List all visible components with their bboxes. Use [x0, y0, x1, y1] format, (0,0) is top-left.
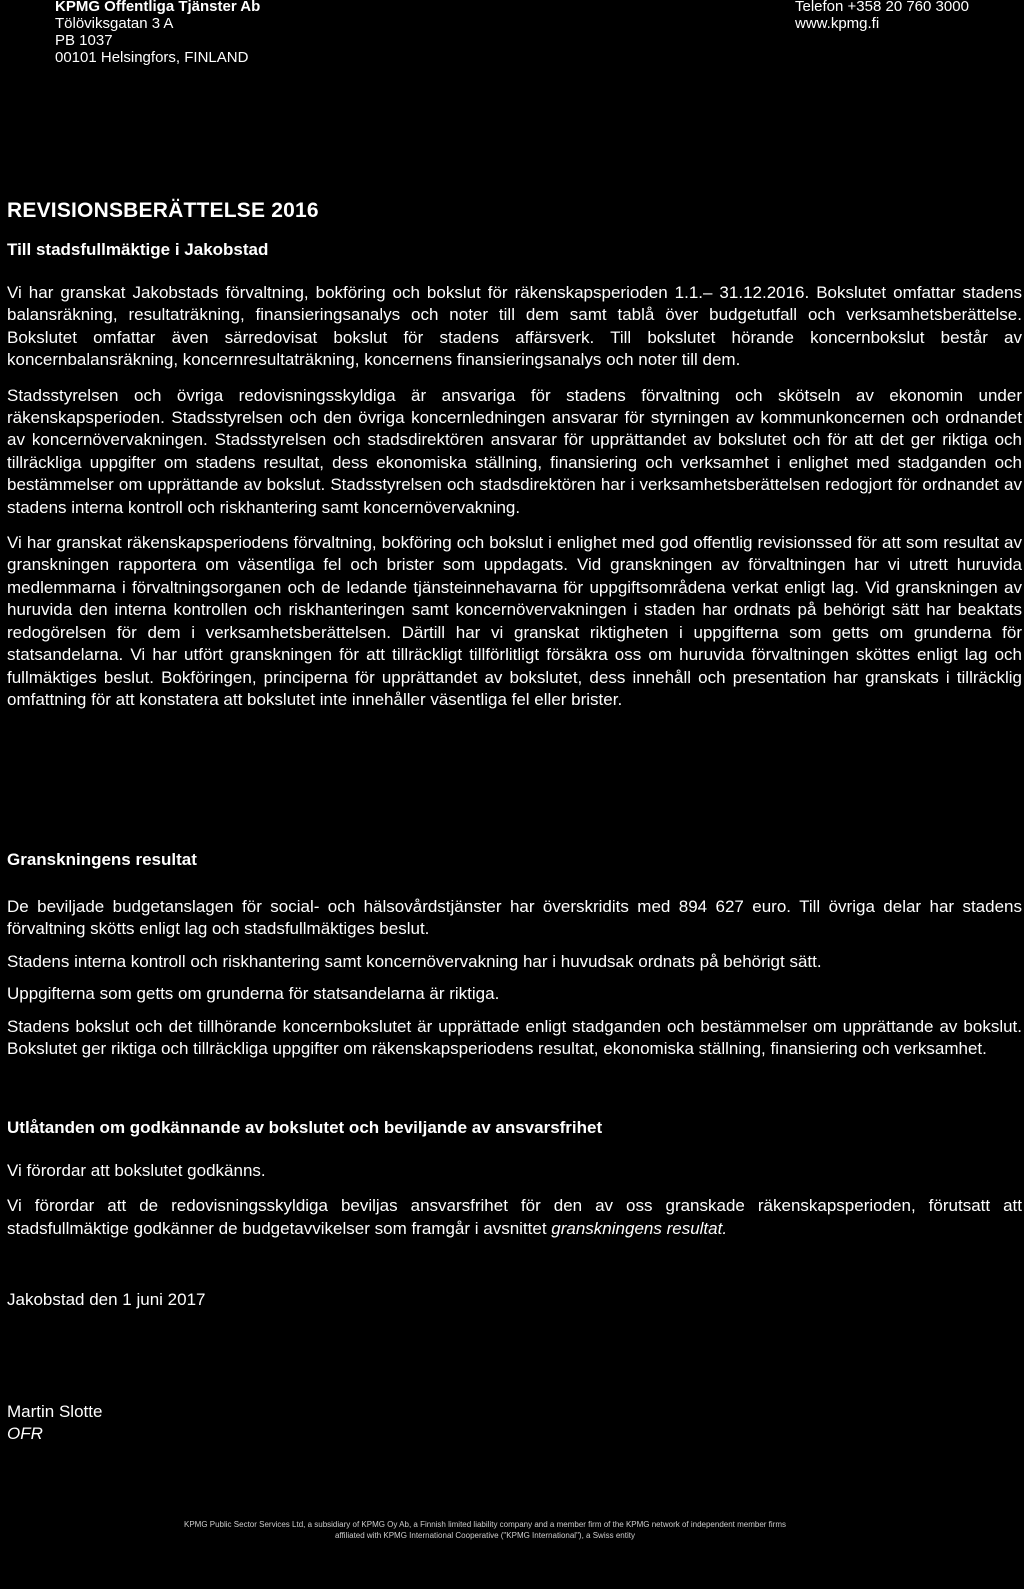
- place-date: Jakobstad den 1 juni 2017: [7, 1290, 206, 1309]
- po-box: PB 1037: [55, 32, 113, 49]
- emphasis-results: granskningens resultat.: [551, 1218, 728, 1238]
- results-section: [7, 896, 1022, 1070]
- results-heading: Granskningens resultat: [7, 850, 197, 869]
- contact-info: [795, 0, 969, 32]
- result-budget: De beviljade budgetanslagen för social- och hälsovårdstjänster har överskridits med 894 627 euro. Till övriga delar har stadens förvaltning skötts enligt lag och stadsfullmäktiges beslut.: [7, 897, 1022, 939]
- street-address: Tölöviksgatan 3 A: [55, 15, 174, 32]
- result-internal-control: Stadens interna kontroll och riskhantering samt koncernövervakning har i huvudsak ordnats på behörigt sätt.: [7, 951, 822, 971]
- signer-name: Martin Slotte: [7, 1402, 103, 1421]
- result-financial-statements: Stadens bokslut och det tillhörande koncernbokslutet är upprättade enligt stadganden och bestämmelser om upprättande av bokslut. Bokslutet ger riktiga och tillräckliga uppgifter om räkenskapsperiodens resultat, ekonomiska ställning, finansiering och verksamhet.: [7, 1016, 1022, 1059]
- statements-heading: Utlåtanden om godkännande av bokslutet och beviljande av ansvarsfrihet: [7, 1118, 603, 1137]
- intro-section: [7, 282, 1022, 724]
- addressee: Till stadsfullmäktige i Jakobstad: [7, 240, 269, 259]
- footer-legal: KPMG Public Sector Services Ltd, a subsidiary of KPMG Oy Ab, a Finnish limited liability company and a member firm of the KPMG network of independent member firms affiliated with KPMG International Cooperative ("KPMG International"), a Swiss entity: [183, 1520, 787, 1540]
- signer-title: OFR: [7, 1424, 43, 1443]
- statement-discharge: Vi förordar att de redovisningsskyldiga beviljas ansvarsfrihet för den av oss granskade räkenskapsperioden, förutsatt att stadsfullmäktige godkänner de budgetavvikelser som framgår i avsnittet granskningens resultat.: [7, 1196, 1022, 1238]
- paragraph-scope: Vi har granskat Jakobstads förvaltning, bokföring och bokslut för räkenskapsperioden 1.1.– 31.12.2016. Bokslutet omfattar stadens balansräkning, resultaträkning, finansieringsanalys och noter till dem samt tablå över budgetutfall och verksamhetsberättelse. Bokslutet omfattar även särredovisat bokslut för stadens affärsverk. Till bokslutet hörande koncernbokslut består av koncernbalansräkning, koncernresultaträkning, koncernens finansieringsanalys och noter till dem.: [7, 283, 1022, 370]
- document-title: REVISIONSBERÄTTELSE 2016: [7, 199, 319, 222]
- sender-address: [55, 0, 260, 66]
- website: www.kpmg.fi: [795, 15, 880, 32]
- paragraph-responsibility: Stadsstyrelsen och övriga redovisningsskyldiga är ansvariga för stadens förvaltning och skötseln av ekonomin under räkenskapsperioden. Stadsstyrelsen och den övriga koncernledningen ansvarar för styrningen av kommunkoncernen och ordnandet av koncernövervakningen. Stadsstyrelsen och stadsdirektören ansvarar för upprättandet av bokslutet och för att det ger riktiga och tillräckliga uppgifter om stadens resultat, dess ekonomiska ställning, finansiering och verksamhet i enlighet med stadganden och bestämmelser om upprättande av bokslut. Stadsstyrelsen och stadsdirektören har i verksamhetsberättelsen redogjort för ordnandet av stadens interna kontroll och riskhantering samt koncernövervakning.: [7, 385, 1022, 517]
- statement-approval: Vi förordar att bokslutet godkänns.: [7, 1161, 266, 1180]
- statements-section: [7, 1160, 1022, 1253]
- paragraph-audit-method: Vi har granskat räkenskapsperiodens förvaltning, bokföring och bokslut i enlighet med god offentlig revisionssed för att som resultat av granskningen rapportera om väsentliga fel och brister som uppdagats. Vid granskningen av förvaltningen har vi utrett huruvida medlemmarna i förvaltningsorganen och de ledande tjänsteinnehavarna för uppgiftsområdena verkat enligt lag. Vid granskningen av huruvida den interna kontrollen och riskhanteringen samt koncernövervakningen i staden har ordnats på behörigt sätt har beaktats redogörelsen för dem i verksamhetsberättelsen. Därtill har vi granskat riktigheten i uppgifterna som getts om grunderna för statsandelarna. Vi har utfört granskningen för att tillräckligt tillförlitligt försäkra oss om huruvida förvaltningen sköttes enligt lag och fullmäktiges beslut. Bokföringen, principerna för upprättandet av bokslutet, dess innehåll och presentation har granskats i tillräcklig omfattning för att konstatera att bokslutet inte innehåller väsentliga fel eller brister.: [7, 533, 1022, 709]
- result-state-subsidies: Uppgifterna som getts om grunderna för statsandelarna är riktiga.: [7, 984, 500, 1004]
- postal-city: 00101 Helsingfors, FINLAND: [55, 49, 249, 66]
- company-name: KPMG Offentliga Tjänster Ab: [55, 0, 261, 15]
- phone-number: Telefon +358 20 760 3000: [795, 0, 969, 15]
